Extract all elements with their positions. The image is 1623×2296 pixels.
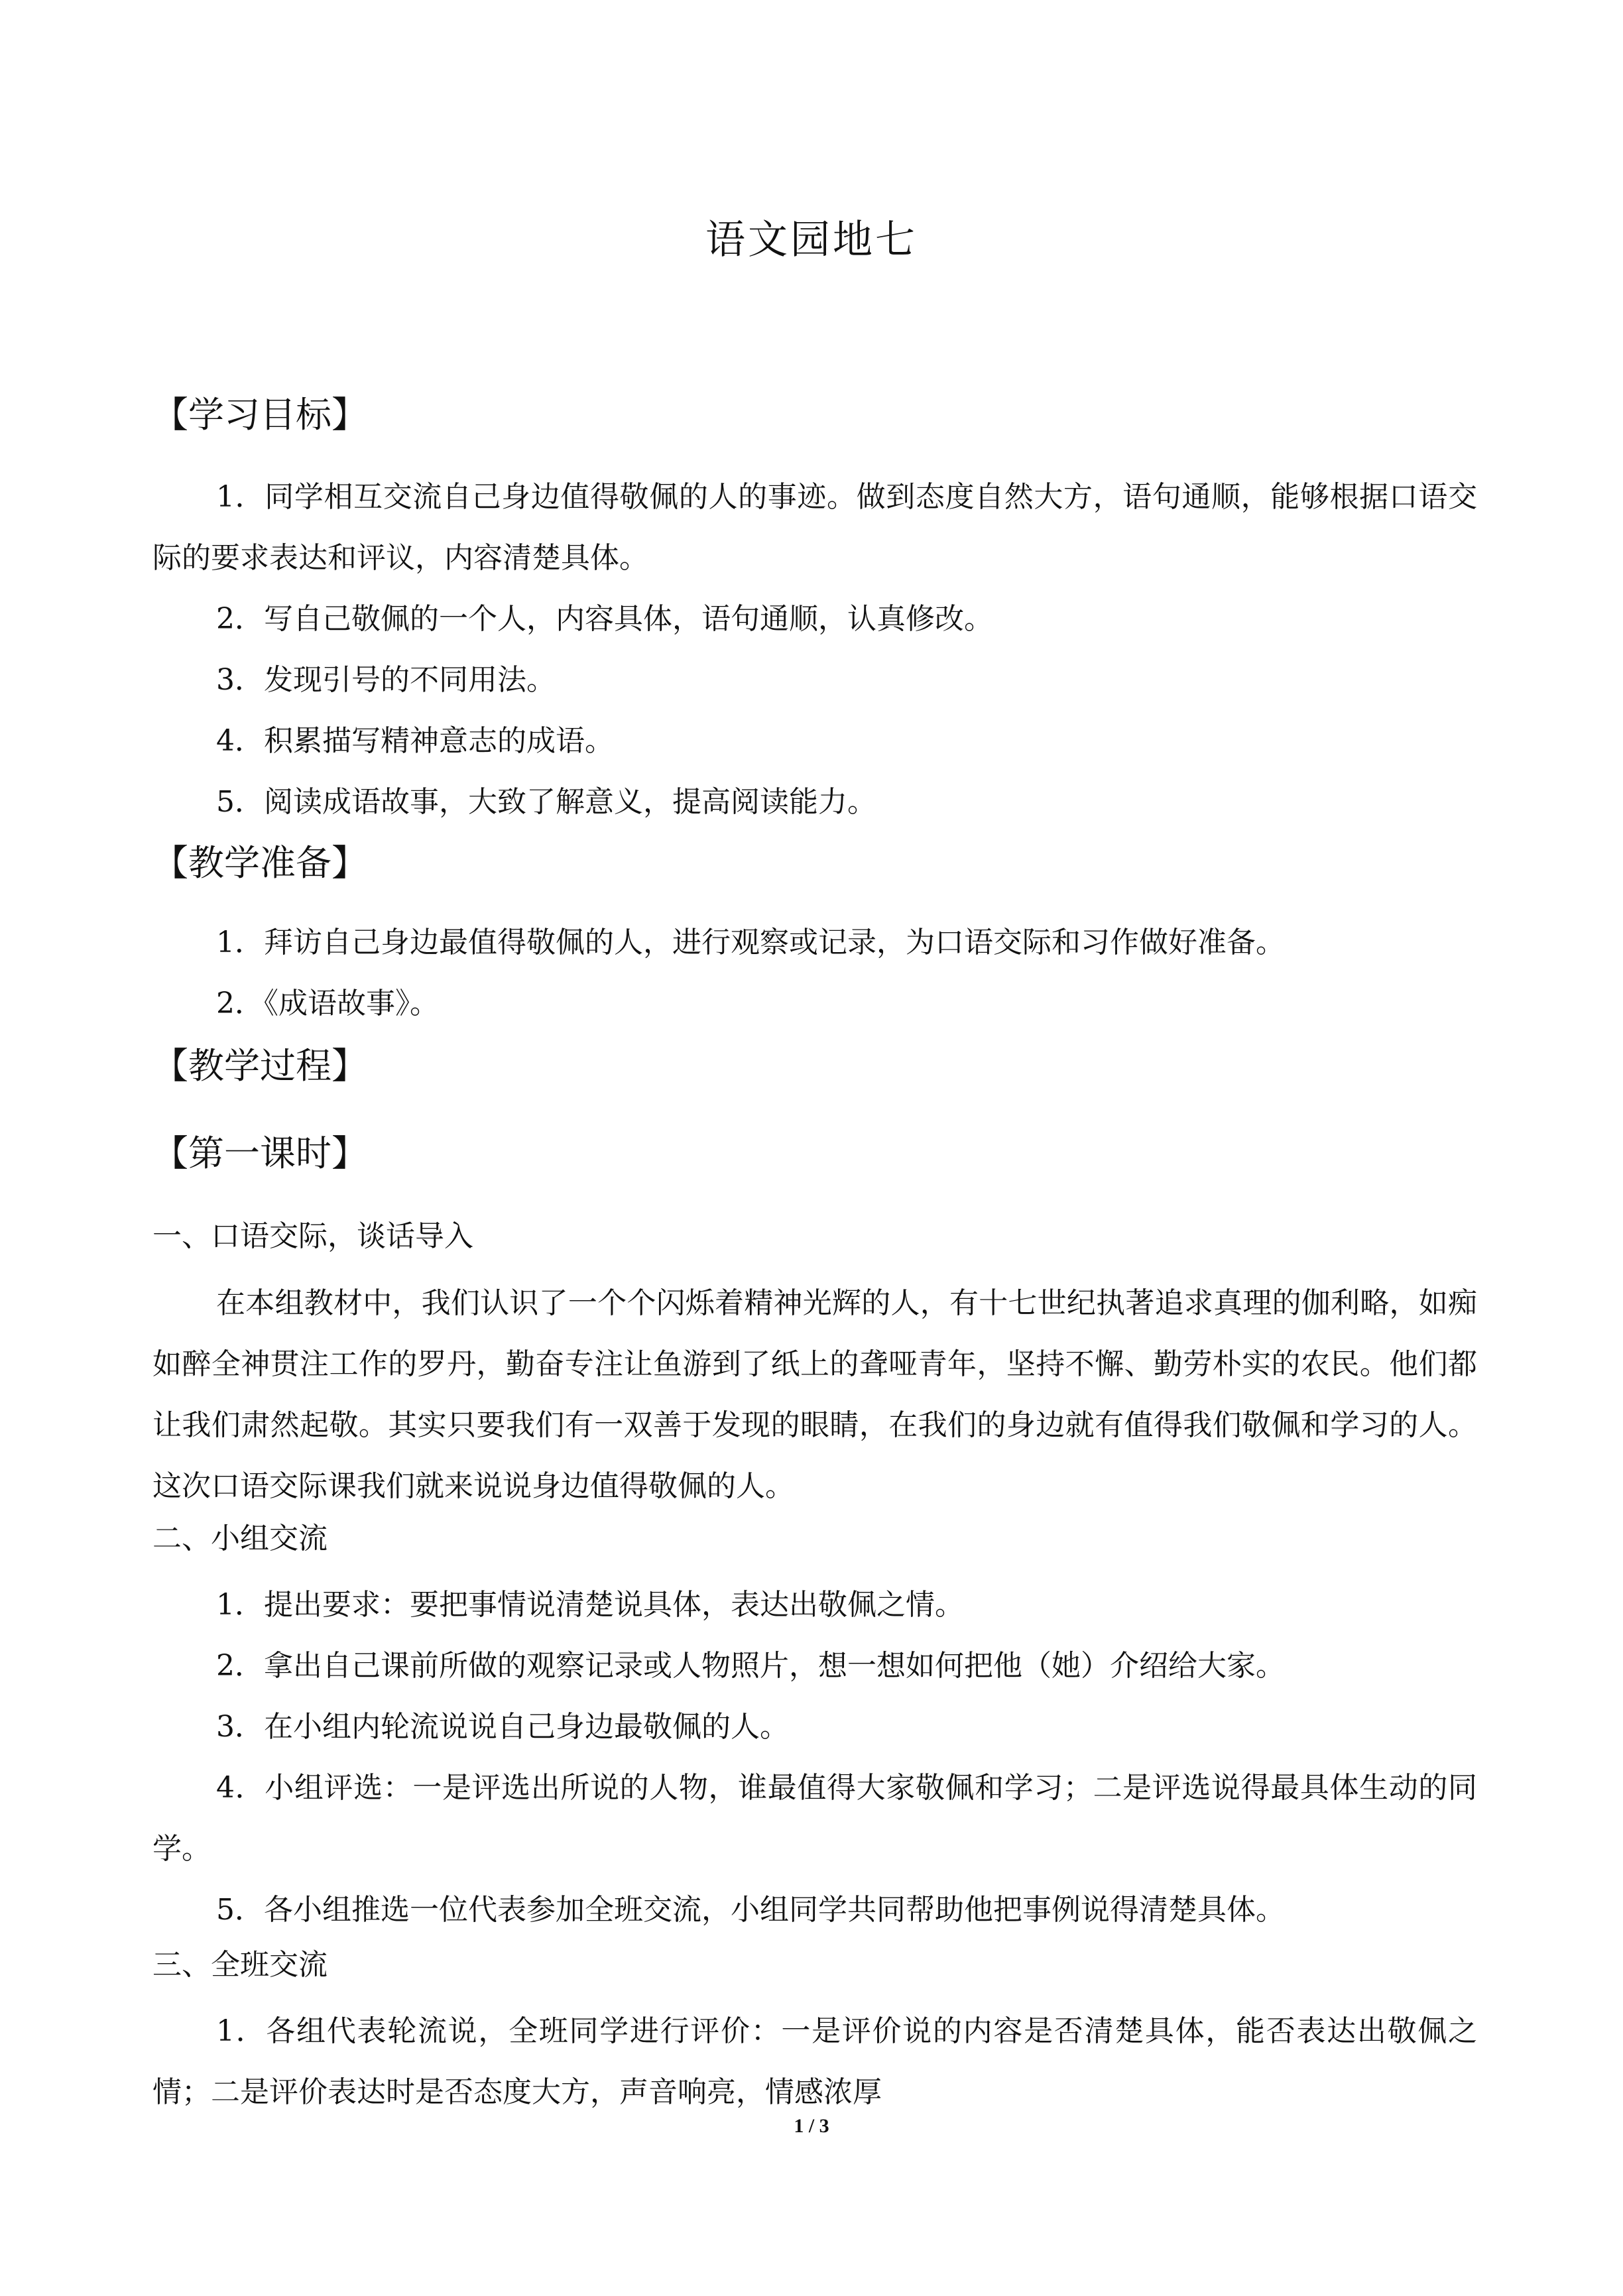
goal-item: 5．阅读成语故事，大致了解意义，提高阅读能力。 [216, 785, 876, 819]
part3-item: 1．各组代表轮流说，全班同学进行评价：一是评价说的内容是否清楚具体，能否表达出敬佩之情；二是评价表达时是否态度大方，声音响亮，情感浓厚 [152, 2014, 1477, 2109]
prep-item: 2．《成语故事》。 [216, 987, 439, 1020]
part1-paragraph: 在本组教材中，我们认识了一个个闪烁着精神光辉的人，有十七世纪执著追求真理的伽利略，如痴如醉全神贯注工作的罗丹，勤奋专注让鱼游到了纸上的聋哑青年，坚持不懈、勤劳朴实的农民。他们都让我们肃然起敬。其实只要我们有一双善于发现的眼睛，在我们的身边就有值得我们敬佩和学习的人。这次口语交际课我们就来说说身边值得敬佩的人。 [152, 1286, 1477, 1503]
part2-item: 1．提出要求：要把事情说清楚说具体，表达出敬佩之情。 [216, 1588, 964, 1622]
section-heading-prep: 【教学准备】 [152, 842, 367, 884]
section-heading-lesson1: 【第一课时】 [152, 1132, 367, 1174]
goal-item: 4．积累描写精神意志的成语。 [216, 724, 614, 758]
prep-item: 1．拜访自己身边最值得敬佩的人，进行观察或记录，为口语交际和习作做好准备。 [216, 926, 1285, 959]
part2-item: 2．拿出自己课前所做的观察记录或人物照片，想一想如何把他（她）介绍给大家。 [216, 1649, 1285, 1683]
part2-item: 5．各小组推选一位代表参加全班交流，小组同学共同帮助他把事例说得清楚具体。 [216, 1893, 1285, 1927]
page-title: 语文园地七 [705, 217, 918, 263]
goal-item: 1．同学相互交流自己身边值得敬佩的人的事迹。做到态度自然大方，语句通顺，能够根据口语交际的要求表达和评议，内容清楚具体。 [152, 480, 1477, 575]
part2-item: 4．小组评选：一是评选出所说的人物，谁最值得大家敬佩和学习；二是评选说得最具体生动的同学。 [152, 1771, 1477, 1866]
goal-item: 2．写自己敬佩的一个人，内容具体，语句通顺，认真修改。 [216, 602, 993, 636]
page-number: 1 / 3 [794, 2115, 829, 2137]
section-heading-goals: 【学习目标】 [152, 394, 367, 436]
section-heading-process: 【教学过程】 [152, 1045, 367, 1087]
part2-item: 3．在小组内轮流说说自己身边最敬佩的人。 [216, 1710, 789, 1744]
part1-heading: 一、口语交际，谈话导入 [152, 1219, 473, 1253]
goal-item: 3．发现引号的不同用法。 [216, 663, 556, 697]
part2-heading: 二、小组交流 [152, 1522, 328, 1555]
part3-heading: 三、全班交流 [152, 1948, 328, 1982]
